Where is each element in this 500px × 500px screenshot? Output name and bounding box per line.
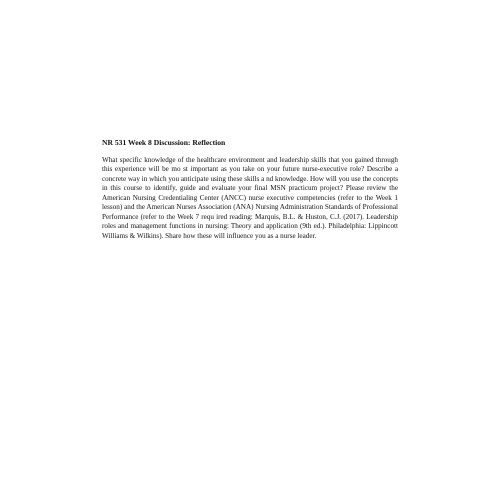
document-content bbox=[102, 138, 398, 241]
discussion-prompt-paragraph: What specific knowledge of the healthcare environment and leadership skills that you gained through this experience will be mo st important as you take on your future nurse-executive role? Describe a concrete way in which you anticipate using these skills a nd knowledge. How will you use the concepts in this course to identify, guide and evaluate your final MSN practicum project? Please review the American Nursing Credentialing Center (ANCC) nurse executive competencies (refer to the Week 1 lesson) and the American Nurses Association (ANA) Nursing Administration Standards of Professional Performance (refer to the Week 7 requ ired reading: Marquis, B.L. & Huston, C.J. (2017). Leadership roles and management functions in nursing: Theory and application (9th ed.). Philadelphia: Lippincott Williams & Wilkins). Share how these will influence you as a nurse leader. bbox=[102, 156, 398, 240]
document-title: NR 531 Week 8 Discussion: Reflection bbox=[102, 138, 226, 147]
